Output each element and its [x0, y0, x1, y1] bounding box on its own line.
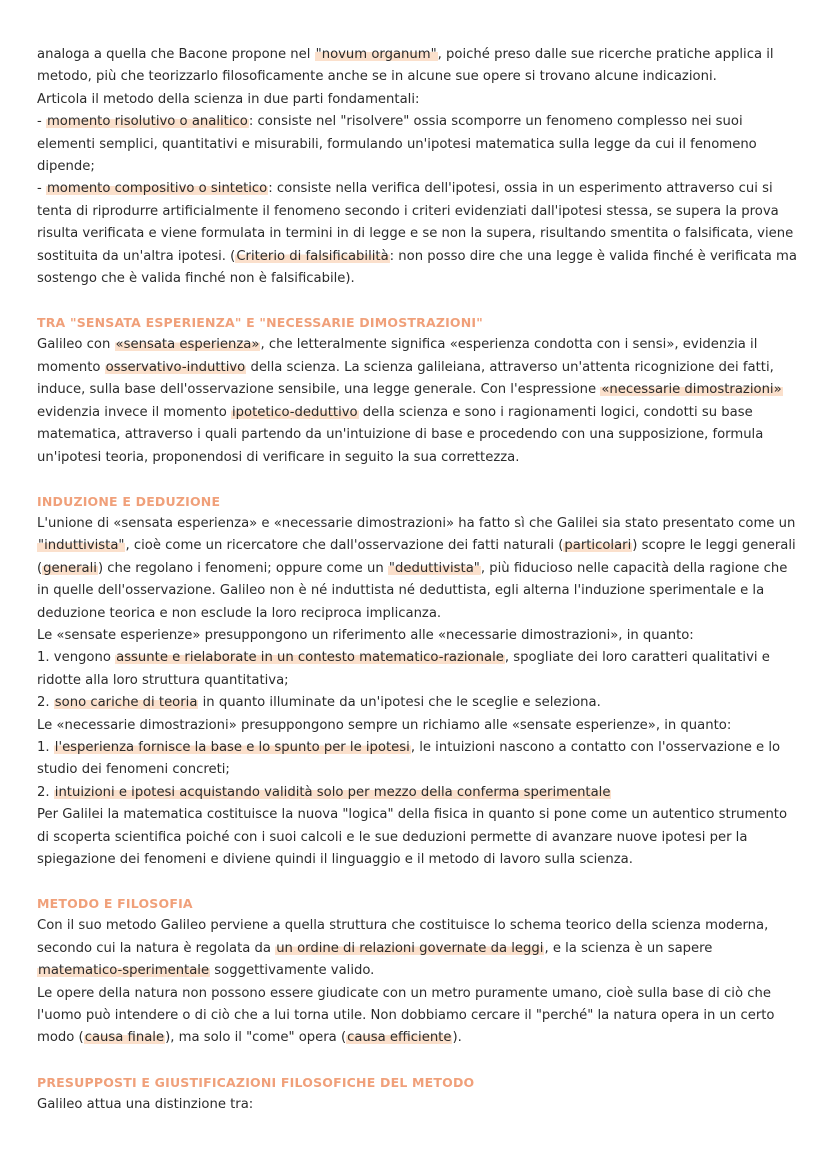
highlighted-term: generali — [43, 560, 97, 576]
text-run: ) scopre le leggi generali ( — [37, 538, 796, 576]
paragraph — [37, 178, 797, 290]
highlighted-term: ipotetico-deduttivo — [231, 404, 358, 420]
highlighted-term: l'esperienza fornisce la base e lo spunto per le ipotesi — [54, 739, 410, 755]
paragraph — [37, 334, 797, 468]
highlighted-term: un ordine di relazioni governate da leggi — [276, 940, 544, 956]
text-run: , spogliate dei loro caratteri qualitativi e ridotte alla loro struttura quantitativa; — [37, 650, 770, 688]
paragraph — [37, 915, 797, 982]
text-run: , cioè come un ricercatore che dall'osservazione dei fatti naturali ( — [125, 538, 564, 554]
highlighted-term: matematico-sperimentale — [38, 963, 210, 979]
highlighted-term: "novum organum" — [315, 47, 437, 62]
paragraph — [37, 804, 797, 871]
highlighted-term: osservativo-induttivo — [105, 359, 246, 375]
highlighted-term: "deduttivista" — [388, 560, 480, 576]
highlighted-term: «necessarie dimostrazioni» — [601, 382, 782, 398]
text-run: ). — [452, 1030, 462, 1046]
text-run: in quanto illuminate da un'ipotesi che le sceglie e seleziona. — [198, 695, 601, 711]
section-gap — [37, 1050, 797, 1072]
highlighted-term: causa finale — [84, 1030, 165, 1046]
text-run: Galileo con — [37, 337, 115, 353]
paragraph — [37, 111, 797, 178]
text-run: , le intuizioni nascono a contatto con l'osservazione e lo studio dei fenomeni concreti; — [37, 739, 781, 778]
section-gap — [37, 469, 797, 491]
text-run: analoga a quella che Bacone propone nel — [37, 47, 315, 62]
text-run: Le «necessarie dimostrazioni» presuppongono sempre un richiamo alle «sensate esperienze», in quanto: — [37, 717, 732, 733]
text-run: : consiste nella verifica dell'ipotesi, ossia in un esperimento attraverso cui si tenta di riprodurre artificialmente il fenomeno secondo i criteri evidenziati dall'ipotesi stessa, se supera la prova risulta verificata e viene formulata in termini in di legge e se non la supera, risultando smentita o falsificata, viene sostituita da un'altra ipotesi. ( — [37, 181, 794, 264]
text-run: 2. — [37, 784, 54, 800]
section-heading: INDUZIONE E DEDUZIONE — [37, 493, 221, 509]
text-run: Le «sensate esperienze» presuppongono un riferimento alle «necessarie dimostrazioni», in quanto: — [37, 627, 694, 643]
document-page — [37, 44, 797, 1116]
paragraph — [37, 89, 797, 111]
section-heading: TRA "SENSATA ESPERIENZA" E "NECESSARIE DIMOSTRAZIONI" — [37, 315, 483, 331]
text-run: 1. — [37, 739, 54, 755]
text-run: evidenzia invece il momento — [37, 404, 231, 420]
text-run: : consiste nel "risolvere" ossia scomporre un fenomeno complesso nei suoi elementi semplici, quantitativi e misurabili, formulando un'ipotesi matematica sulla legge da cui il fenomeno dipende; — [37, 114, 757, 175]
paragraph — [37, 625, 797, 647]
highlighted-term: momento risolutivo o analitico — [46, 114, 248, 130]
highlighted-term: Criterio di falsificabilità — [236, 248, 389, 264]
section-heading: METODO E FILOSOFIA — [37, 896, 193, 912]
paragraph — [37, 692, 797, 714]
paragraph — [37, 44, 797, 89]
text-run: Galileo attua una distinzione tra: — [37, 1096, 254, 1112]
paragraph — [37, 647, 797, 692]
section-gap — [37, 290, 797, 312]
text-run: - — [37, 181, 46, 197]
paragraph — [37, 715, 797, 737]
text-run: della scienza e sono i ragionamenti logici, condotti su base matematica, attraverso i quali partendo da un'intuizione di base e procedendo con una supposizione, formula un'ipotesi teoria, proponendosi di verificare in seguito la sua correttezza. — [37, 404, 764, 465]
text-run: , che letteralmente significa «esperienza condotta con i sensi», evidenzia il momento — [37, 337, 758, 375]
text-run: 1. vengono — [37, 650, 116, 666]
text-run: ) che regolano i fenomeni; oppure come un — [97, 560, 388, 576]
highlighted-term: sono cariche di teoria — [54, 695, 198, 711]
section-gap — [37, 871, 797, 893]
highlighted-term: «sensata esperienza» — [115, 337, 260, 353]
text-run: Per Galilei la matematica costituisce la nuova "logica" della fisica in quanto si pone come un autentico strumento di scoperta scientifica poiché con i suoi calcoli e le sue deduzioni permette di avanzare nuove ipotesi per la spiegazione dei fenomeni e diviene quindi il linguaggio e il metodo di lavoro sulla scienza. — [37, 807, 788, 867]
highlighted-term: assunte e rielaborate in un contesto matematico-razionale — [116, 650, 504, 666]
highlighted-term: particolari — [564, 538, 632, 554]
highlighted-term: momento compositivo o sintetico — [46, 181, 268, 197]
text-run: della scienza. La scienza galileiana, attraverso un'attenta ricognizione dei fatti, induce, sulla base dell'osservazione sensibile, una legge generale. Con l'espressione — [37, 359, 774, 398]
paragraph — [37, 1094, 797, 1116]
text-run: : non posso dire che una legge è valida finché è verificata ma sostengo che è valida finché non è falsificabile). — [37, 248, 797, 287]
text-run: soggettivamente valido. — [210, 963, 375, 979]
text-run: , poiché preso dalle sue ricerche pratiche applica il metodo, più che teorizzarlo filosoficamente anche se in alcune sue opere si trovano alcune indicazioni. — [37, 47, 774, 85]
text-run: , più fiducioso nelle capacità della ragione che in quelle dell'osservazione. Galileo non è né induttista né deduttista, egli alterna l'induzione sperimentale e la deduzione teorica e non esclude la loro reciproca implicanza. — [37, 560, 788, 621]
text-run: Articola il metodo della scienza in due parti fondamentali: — [37, 91, 420, 107]
text-run: L'unione di «sensata esperienza» e «necessarie dimostrazioni» ha fatto sì che Galilei sia stato presentato come un — [37, 515, 796, 531]
text-run: Le opere della natura non possono essere giudicate con un metro puramente umano, cioè sulla base di ciò che l'uomo può intendere o di ciò che a lui torna utile. Non dobbiamo cercare il "perché" la natura opera in un certo modo ( — [37, 985, 775, 1046]
text-run: ), ma solo il "come" opera ( — [165, 1030, 347, 1046]
text-run: , e la scienza è un sapere — [544, 940, 713, 956]
text-run: - — [37, 114, 46, 130]
text-run: Con il suo metodo Galileo perviene a quella struttura che costituisce lo schema teorico della scienza moderna, secondo cui la natura è regolata da — [37, 918, 769, 956]
paragraph — [37, 782, 797, 804]
paragraph — [37, 513, 797, 625]
highlighted-term: "induttivista" — [38, 538, 125, 554]
highlighted-term: causa efficiente — [347, 1030, 452, 1046]
section-heading: PRESUPPOSTI E GIUSTIFICAZIONI FILOSOFICHE DEL METODO — [37, 1074, 475, 1090]
paragraph — [37, 737, 797, 782]
paragraph — [37, 983, 797, 1050]
text-run: 2. — [37, 695, 54, 711]
highlighted-term: intuizioni e ipotesi acquistando validità solo per mezzo della conferma sperimentale — [54, 784, 611, 800]
